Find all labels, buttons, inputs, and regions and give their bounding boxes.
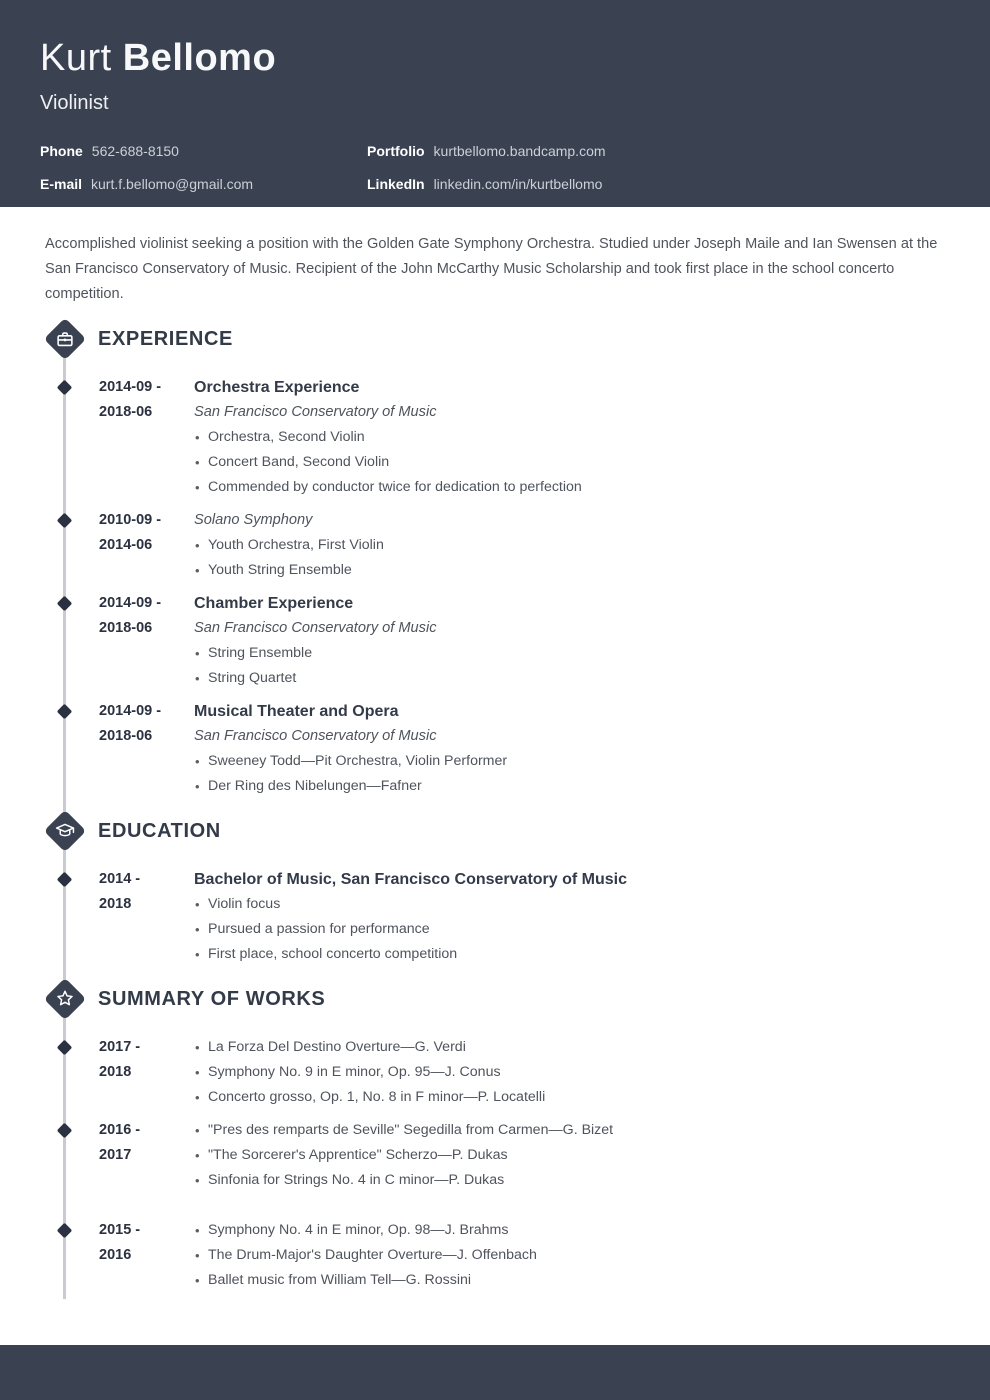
entry-title: Orchestra Experience xyxy=(194,379,360,396)
contact-label: Portfolio xyxy=(367,143,425,159)
entry-bullet: • Pursued a passion for performance xyxy=(194,917,990,942)
entry-bullet: • The Drum-Major's Daughter Overture—J. Offenbach xyxy=(194,1243,990,1268)
entry-date-end: 2017 xyxy=(99,1147,132,1163)
contact-value: linkedin.com/in/kurtbellomo xyxy=(433,176,603,192)
briefcase-icon xyxy=(41,315,89,363)
contact-value: kurt.f.bellomo@gmail.com xyxy=(91,176,254,192)
entry-dates xyxy=(99,1035,140,1085)
entry-body xyxy=(194,867,990,967)
entry-body xyxy=(194,699,990,799)
timeline-diamond-icon xyxy=(57,596,73,612)
section-header-experience xyxy=(0,315,990,363)
timeline-diamond-icon xyxy=(57,513,73,529)
section-education xyxy=(0,807,990,967)
last-name: Bellomo xyxy=(122,37,277,79)
timeline-entry xyxy=(0,591,990,691)
contact-label: E-mail xyxy=(40,176,83,192)
entry-bullet-list xyxy=(194,1218,990,1293)
entry-bullet: • Sweeney Todd—Pit Orchestra, Violin Performer xyxy=(194,749,990,774)
contact-linkedin xyxy=(367,174,950,194)
entry-bullet: • Symphony No. 9 in E minor, Op. 95—J. Conus xyxy=(194,1060,990,1085)
entry-organization: San Francisco Conservatory of Music xyxy=(194,728,437,744)
timeline-diamond-icon xyxy=(57,1223,73,1239)
timeline-entry xyxy=(0,1035,990,1110)
sections-container xyxy=(0,315,990,1293)
entry-bullet: • Concerto grosso, Op. 1, No. 8 in F minor—P. Locatelli xyxy=(194,1085,990,1110)
entry-date-end: 2018 xyxy=(99,896,132,912)
timeline-diamond-icon xyxy=(57,1123,73,1139)
timeline-entry xyxy=(0,699,990,799)
entry-bullet: • Concert Band, Second Violin xyxy=(194,450,990,475)
section-summary-of-works xyxy=(0,975,990,1293)
entry-title: Musical Theater and Opera xyxy=(194,703,399,720)
entry-dates xyxy=(99,699,161,749)
entry-organization: Solano Symphony xyxy=(194,512,313,528)
entry-bullet: • Ballet music from William Tell—G. Rossini xyxy=(194,1268,990,1293)
section-experience xyxy=(0,315,990,799)
entry-date-start: 2014 - xyxy=(99,871,141,887)
section-header-summary-of-works xyxy=(0,975,990,1023)
entry-date-start: 2016 - xyxy=(99,1122,141,1138)
entry-bullet-list xyxy=(194,749,990,799)
graduation-cap-icon xyxy=(41,807,89,855)
entry-dates xyxy=(99,508,161,558)
entry-date-end: 2018-06 xyxy=(99,404,153,420)
entry-date-end: 2018-06 xyxy=(99,620,153,636)
timeline-diamond-icon xyxy=(57,704,73,720)
entry-bullet-list xyxy=(194,641,990,691)
entry-organization: San Francisco Conservatory of Music xyxy=(194,620,437,636)
timeline-entry xyxy=(0,375,990,500)
entry-bullet-list xyxy=(194,425,990,500)
summary-text: Accomplished violinist seeking a position with the Golden Gate Symphony Orchestra. Studied under Joseph Maile and Ian Swensen at the San Francisco Conservatory of Music. Recipient of the John McCarthy Music Scholarship and took first place in the school concerto competition. xyxy=(45,236,938,302)
timeline-entry xyxy=(0,1118,990,1193)
resume-body xyxy=(0,315,990,1293)
entry-title: Bachelor of Music, San Francisco Conservatory of Music xyxy=(194,871,627,888)
contact-label: Phone xyxy=(40,143,83,159)
entry-dates xyxy=(99,591,161,641)
contact-value: kurtbellomo.bandcamp.com xyxy=(433,143,606,159)
entry-date-start: 2014-09 - xyxy=(99,595,162,611)
section-title: SUMMARY OF WORKS xyxy=(98,987,326,1010)
timeline-entry xyxy=(0,867,990,967)
job-title: Violinist xyxy=(40,92,109,114)
entry-date-end: 2018-06 xyxy=(99,728,153,744)
section-title: EXPERIENCE xyxy=(98,327,233,350)
footer-bar xyxy=(0,1345,990,1400)
entry-date-start: 2014-09 - xyxy=(99,703,162,719)
entry-bullet: • Violin focus xyxy=(194,892,990,917)
entry-date-end: 2018 xyxy=(99,1064,132,1080)
timeline-entry xyxy=(0,1218,990,1293)
entry-body xyxy=(194,1035,990,1110)
entry-body xyxy=(194,1218,990,1293)
contact-portfolio xyxy=(367,141,950,161)
contact-phone xyxy=(40,141,367,161)
star-icon xyxy=(41,975,89,1023)
entry-body xyxy=(194,375,990,500)
entry-body xyxy=(194,591,990,691)
entry-bullet: • String Quartet xyxy=(194,666,990,691)
entry-bullet-list xyxy=(194,1118,990,1193)
contact-email xyxy=(40,174,367,194)
resume-header xyxy=(0,0,990,207)
entry-date-start: 2017 - xyxy=(99,1039,141,1055)
entry-dates xyxy=(99,867,140,917)
entry-bullet-list xyxy=(194,533,990,583)
entry-date-end: 2016 xyxy=(99,1247,132,1263)
entry-bullet: • Commended by conductor twice for dedication to perfection xyxy=(194,475,990,500)
entry-bullet-list xyxy=(194,892,990,967)
section-title: EDUCATION xyxy=(98,819,221,842)
entry-dates xyxy=(99,375,161,425)
timeline-diamond-icon xyxy=(57,1040,73,1056)
entry-bullet: • First place, school concerto competition xyxy=(194,942,990,967)
entry-bullet: • "Pres des remparts de Seville" Segedilla from Carmen—G. Bizet xyxy=(194,1118,990,1143)
entry-date-end: 2014-06 xyxy=(99,537,153,553)
timeline-entry xyxy=(0,508,990,583)
entry-title: Chamber Experience xyxy=(194,595,354,612)
contact-grid xyxy=(40,141,950,194)
contact-value: 562-688-8150 xyxy=(91,143,179,159)
timeline-diamond-icon xyxy=(57,380,73,396)
person-name xyxy=(40,36,950,80)
entry-dates xyxy=(99,1218,140,1268)
entry-date-start: 2014-09 - xyxy=(99,379,162,395)
entry-body xyxy=(194,1118,990,1193)
entry-date-start: 2015 - xyxy=(99,1222,141,1238)
entry-bullet: • "The Sorcerer's Apprentice" Scherzo—P. Dukas xyxy=(194,1143,990,1168)
entry-organization: San Francisco Conservatory of Music xyxy=(194,404,437,420)
entry-bullet: • La Forza Del Destino Overture—G. Verdi xyxy=(194,1035,990,1060)
entry-bullet-list xyxy=(194,1035,990,1110)
entry-bullet: • Youth Orchestra, First Violin xyxy=(194,533,990,558)
entry-body xyxy=(194,508,990,583)
entry-dates xyxy=(99,1118,140,1168)
timeline-diamond-icon xyxy=(57,872,73,888)
entry-bullet: • String Ensemble xyxy=(194,641,990,666)
section-header-education xyxy=(0,807,990,855)
entry-bullet: • Symphony No. 4 in E minor, Op. 98—J. Brahms xyxy=(194,1218,990,1243)
contact-label: LinkedIn xyxy=(367,176,425,192)
entry-bullet: • Orchestra, Second Violin xyxy=(194,425,990,450)
entry-bullet: • Der Ring des Nibelungen—Fafner xyxy=(194,774,990,799)
entry-date-start: 2010-09 - xyxy=(99,512,162,528)
first-name: Kurt xyxy=(40,37,112,79)
entry-bullet: • Sinfonia for Strings No. 4 in C minor—P. Dukas xyxy=(194,1168,990,1193)
entry-bullet: • Youth String Ensemble xyxy=(194,558,990,583)
